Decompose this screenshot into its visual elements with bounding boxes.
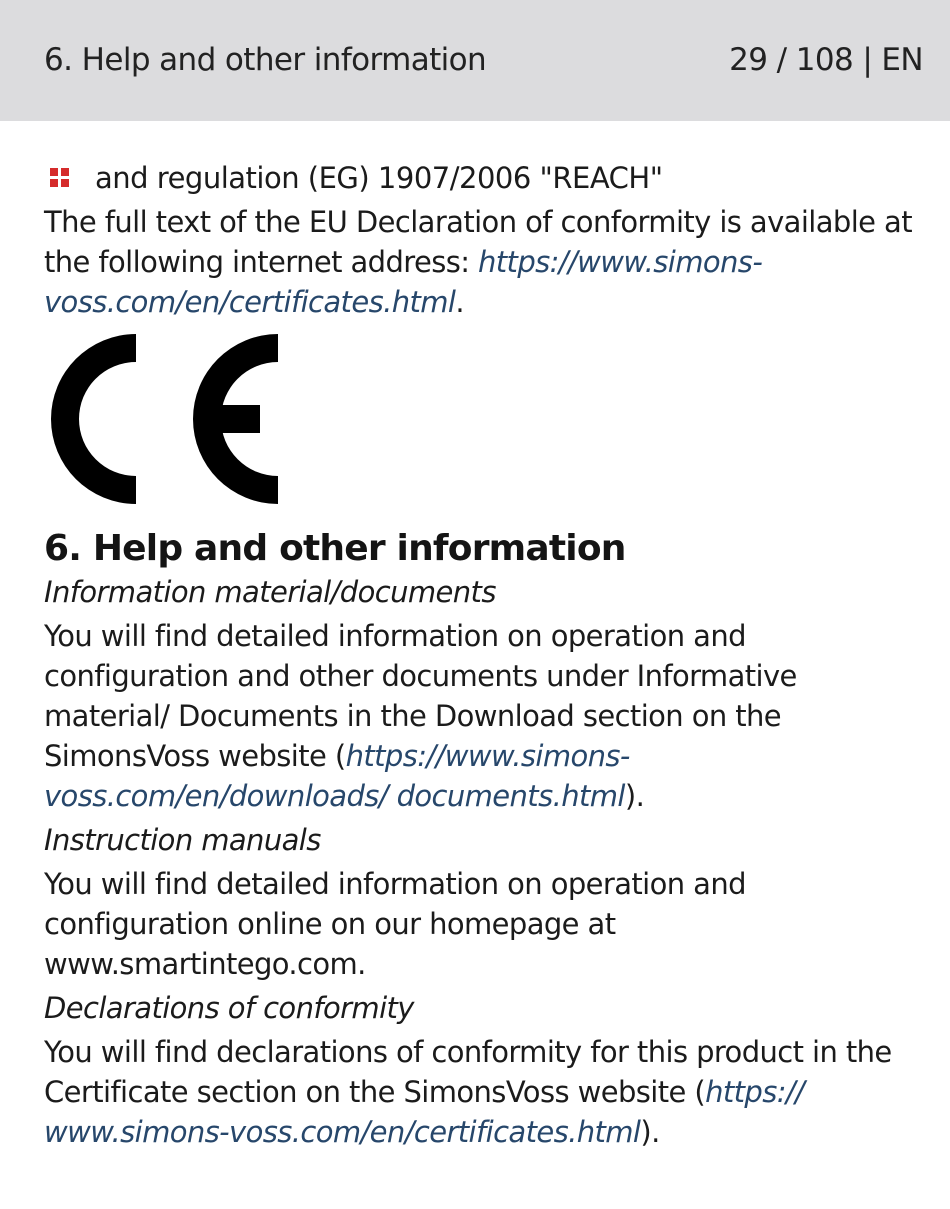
eu-declaration-paragraph: [44, 202, 924, 322]
declarations-paragraph: [44, 1032, 924, 1152]
page-indicator: 29 / 108 | EN: [729, 42, 923, 78]
information-material-close: ).: [624, 779, 645, 813]
subheading-information-material: Information material/documents: [44, 575, 496, 609]
certificates-link[interactable]: https:// www.simons-voss.com/en/certificates.html: [44, 1075, 805, 1149]
header-title: 6. Help and other information: [44, 42, 487, 78]
eu-declaration-text: The full text of the EU Declaration of conformity is available at the following internet address:: [44, 205, 912, 279]
information-material-text: You will find detailed information on operation and configuration and other documents under Informative material/ Documents in the Download section on the SimonsVoss website (: [44, 619, 797, 773]
downloads-link[interactable]: https://www.simons-voss.com/en/downloads/ documents.html: [44, 739, 630, 813]
page-header: [0, 0, 950, 121]
declarations-text: You will find declarations of conformity for this product in the Certificate section on the SimonsVoss website (: [44, 1035, 892, 1109]
page-content: [44, 158, 924, 1152]
instruction-manuals-paragraph: You will find detailed information on operation and configuration online on our homepage at www.smartintego.com.: [44, 867, 746, 981]
certificates-link-part1[interactable]: https://www.simons-: [478, 245, 763, 279]
declarations-close: ).: [640, 1115, 660, 1149]
red-four-square-bullet-icon: [50, 168, 70, 188]
information-material-paragraph: [44, 616, 924, 816]
bullet-item: [44, 158, 924, 198]
eu-declaration-period: .: [455, 285, 464, 319]
bullet-text: and regulation (EG) 1907/2006 "REACH": [95, 161, 663, 195]
subheading-instruction-manuals: Instruction manuals: [44, 823, 321, 857]
subheading-declarations: Declarations of conformity: [44, 991, 414, 1025]
certificates-link-part2[interactable]: voss.com/en/certificates.html: [44, 285, 456, 319]
section-heading: 6. Help and other information: [44, 528, 626, 569]
ce-mark-icon: [44, 334, 278, 504]
